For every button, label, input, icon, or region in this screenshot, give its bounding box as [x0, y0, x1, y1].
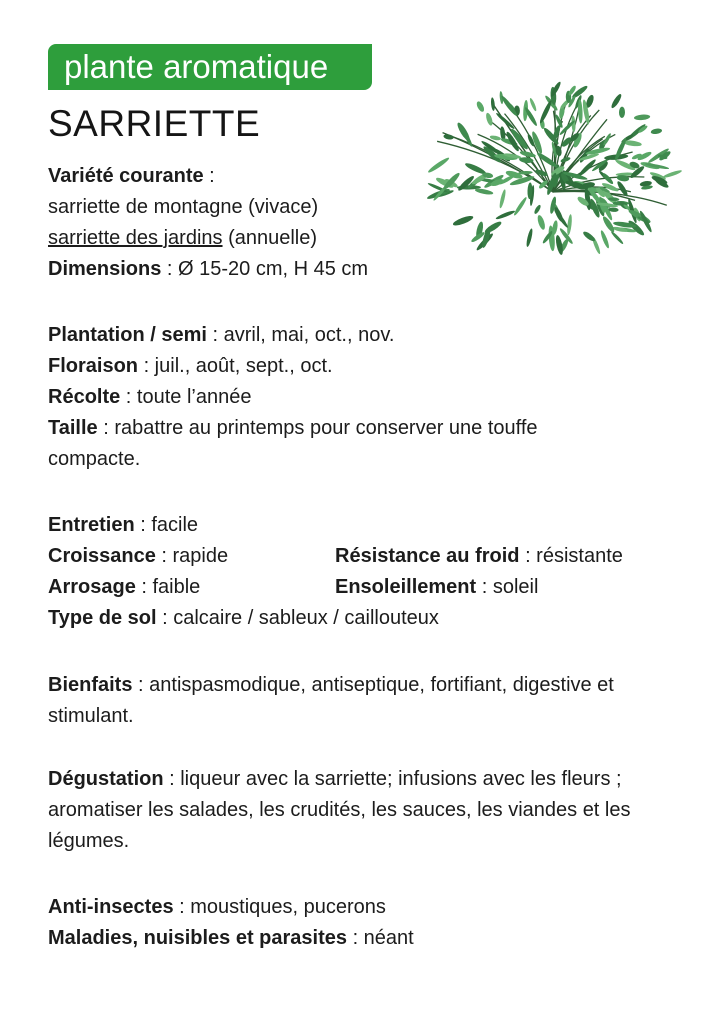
- maladies-label: Maladies, nuisibles et parasites: [48, 927, 348, 949]
- croissance-label: Croissance: [48, 545, 156, 567]
- category-badge: plante aromatique: [48, 44, 372, 90]
- recolte-label: Récolte: [48, 386, 121, 408]
- taille-label: Taille: [48, 417, 98, 439]
- croissance-value: : rapide: [155, 545, 229, 567]
- arrosage-value: : faible: [135, 576, 201, 598]
- plantation-label: Plantation / semi: [48, 324, 207, 346]
- ensoleillement-cell: [335, 572, 538, 603]
- variety-block: [48, 161, 708, 285]
- variety-sep: :: [203, 165, 215, 187]
- sol-label: Type de sol: [48, 607, 157, 629]
- arrosage-label: Arrosage: [48, 576, 136, 598]
- croissance-row: [48, 541, 708, 572]
- variety-line-1: sarriette de montagne (vivace): [48, 196, 319, 218]
- dimensions-row: [48, 254, 708, 285]
- anti-insectes-value: : moustiques, pucerons: [173, 896, 386, 918]
- anti-insectes-row: [48, 892, 708, 923]
- variety-label: Variété courante: [48, 165, 204, 187]
- dimensions-label: Dimensions: [48, 258, 162, 280]
- taille-value: : rabattre au printemps pour conserver une touffe compacte.: [48, 417, 538, 470]
- variety-line-2: (annuelle): [222, 227, 318, 249]
- variety-link[interactable]: sarriette des jardins: [48, 227, 223, 249]
- plantation-row: [48, 320, 708, 351]
- floraison-value: : juil., août, sept., oct.: [138, 355, 333, 377]
- entretien-row: [48, 510, 708, 541]
- taille-row: [48, 413, 628, 475]
- sol-row: [48, 603, 708, 634]
- pests-block: [48, 892, 708, 954]
- floraison-row: [48, 351, 708, 382]
- ensoleillement-label: Ensoleillement: [335, 576, 477, 598]
- page-title: SARRIETTE: [48, 103, 261, 144]
- resistance-label: Résistance au froid: [335, 545, 520, 567]
- degustation-label: Dégustation: [48, 768, 164, 790]
- calendar-block: [48, 320, 708, 475]
- floraison-label: Floraison: [48, 355, 139, 377]
- degustation-value: : liqueur avec la sarriette; infusions avec les fleurs ; aromatiser les salades, les crudités, les sauces, les viandes et les légumes.: [48, 768, 631, 852]
- dimensions-value: : Ø 15-20 cm, H 45 cm: [161, 258, 369, 280]
- maladies-value: : néant: [347, 927, 414, 949]
- degustation-block: [48, 764, 673, 857]
- care-block: [48, 510, 708, 634]
- resistance-cell: [335, 541, 623, 572]
- bienfaits-label: Bienfaits: [48, 674, 133, 696]
- recolte-value: : toute l’année: [120, 386, 252, 408]
- sol-value: : calcaire / sableux / caillouteux: [156, 607, 439, 629]
- bienfaits-value: : antispasmodique, antiseptique, fortifiant, digestive et stimulant.: [48, 674, 614, 727]
- anti-insectes-label: Anti-insectes: [48, 896, 174, 918]
- recolte-row: [48, 382, 708, 413]
- entretien-label: Entretien: [48, 514, 135, 536]
- entretien-value: : facile: [134, 514, 199, 536]
- bienfaits-block: [48, 670, 688, 732]
- arrosage-row: [48, 572, 708, 603]
- plantation-value: : avril, mai, oct., nov.: [206, 324, 395, 346]
- resistance-value: : résistante: [519, 545, 623, 567]
- ensoleillement-value: : soleil: [476, 576, 539, 598]
- maladies-row: [48, 923, 708, 954]
